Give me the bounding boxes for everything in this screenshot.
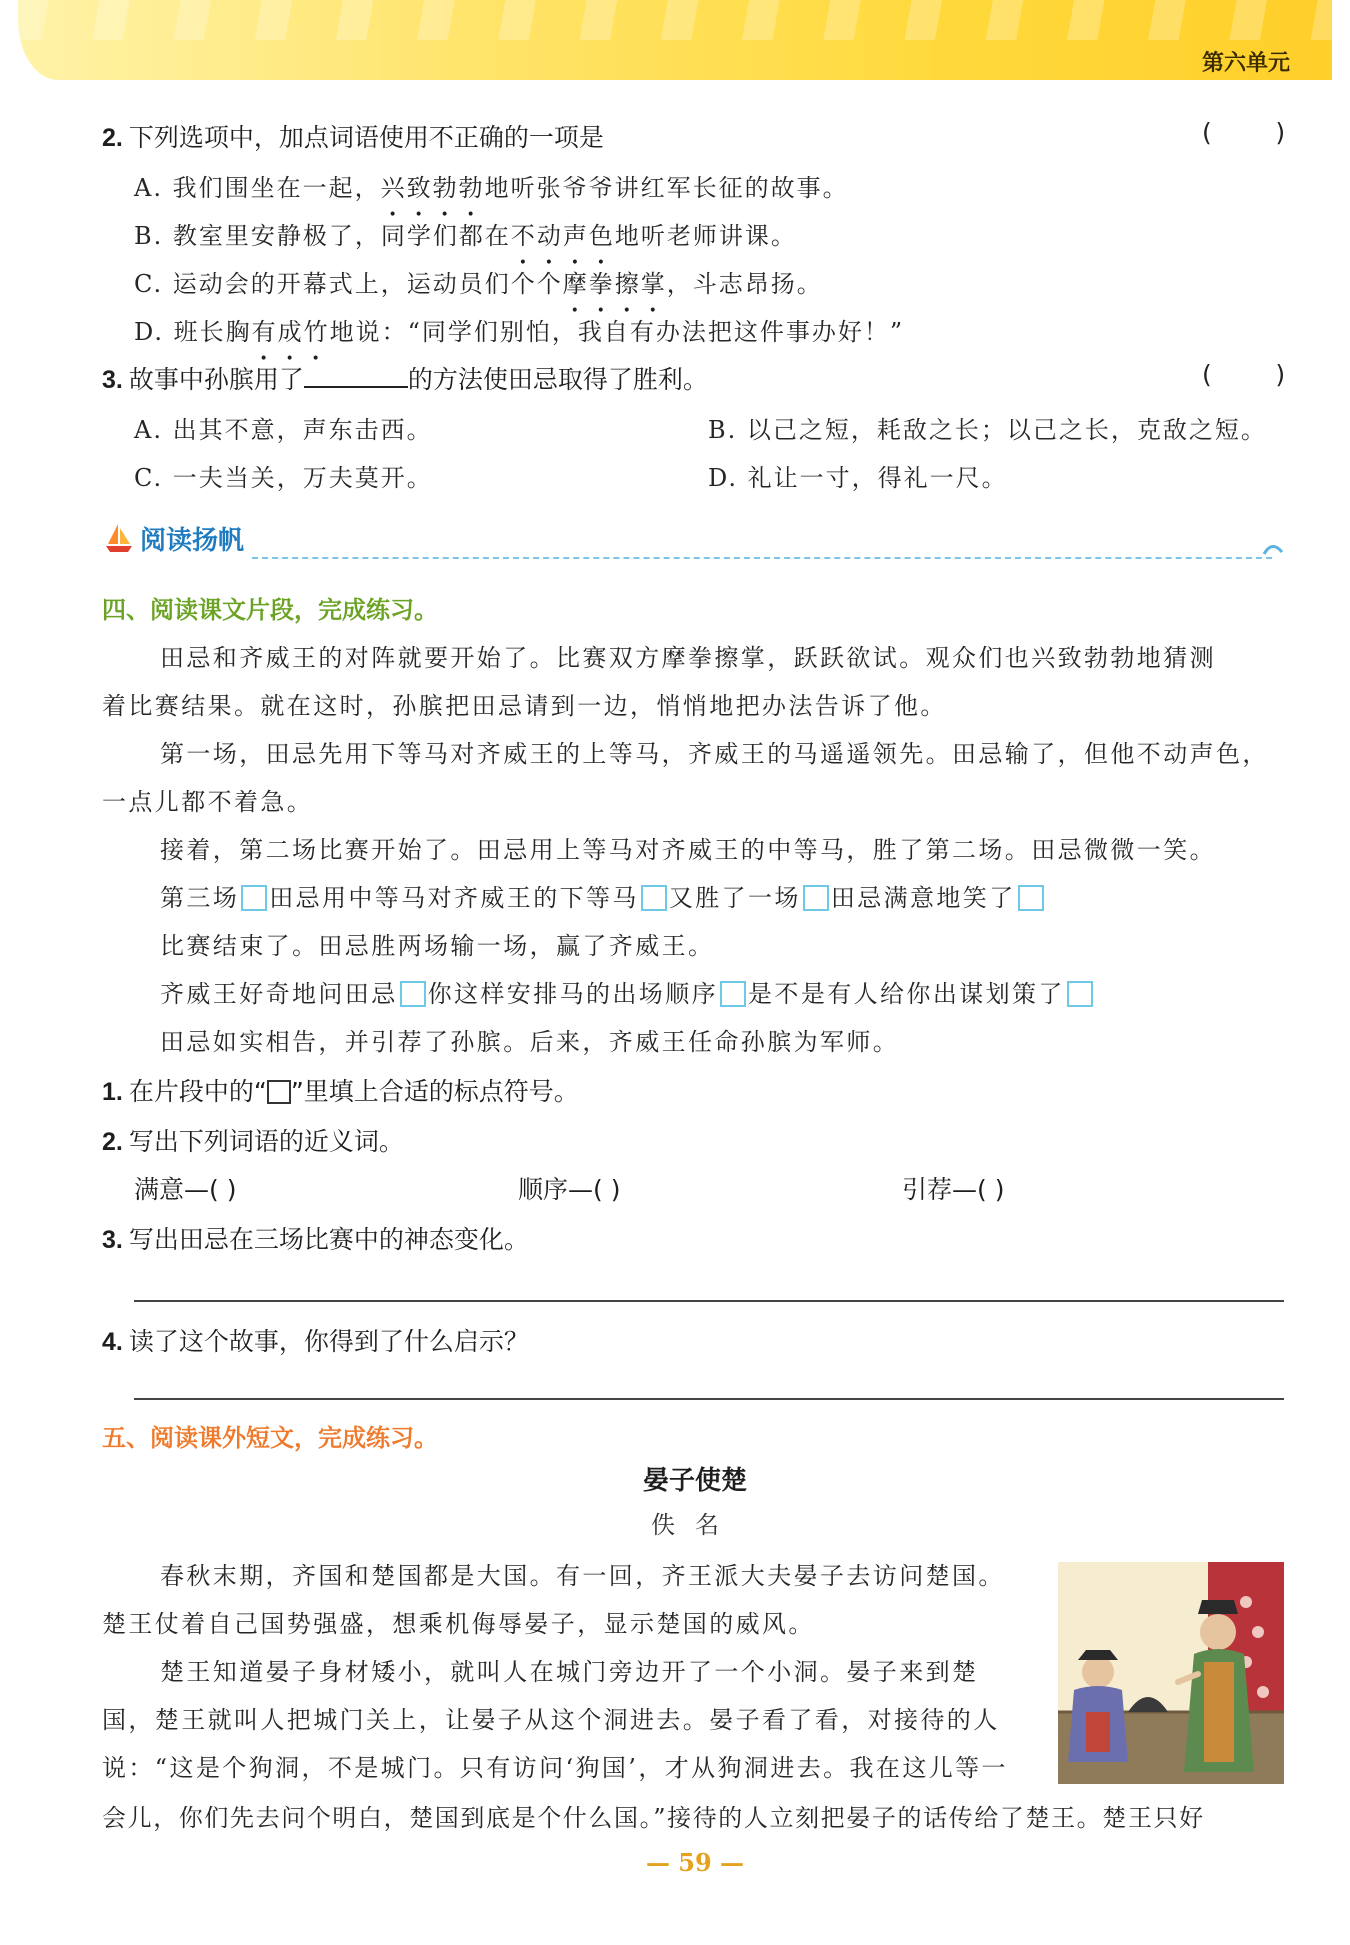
option-b: B. 教室里安静极了，同学们都在不动声色地听老师讲课。 (134, 216, 797, 251)
punctuation-box[interactable] (241, 885, 267, 911)
part4-title: 四、阅读课文片段，完成练习。 (102, 596, 438, 624)
punctuation-box[interactable] (1018, 885, 1044, 911)
emphasis-char: 有 (251, 318, 278, 346)
emphasis-char: 摩 (562, 270, 589, 298)
question-3: 3. 故事中孙膑用了 的方法使田忌取得了胜利。 (102, 365, 708, 394)
part4-question-4: 4. 读了这个故事，你得到了什么启示？ (102, 1327, 529, 1356)
dotted-word (563, 270, 667, 298)
answer-paren: ( ) (1202, 118, 1286, 147)
story-line: 会儿，你们先去问个明白，楚国到底是个什么国。”接待的人立刻把晏子的话传给了楚王。楚王只好 (102, 1804, 1205, 1832)
option-c: C. 一夫当关，万夫莫开。 (134, 464, 433, 492)
page-number: — 59 — (645, 1848, 745, 1877)
story-author: 佚名 (651, 1511, 739, 1539)
option-b: B. 以己之短，耗敌之长；以己之长，克敌之短。 (708, 416, 1267, 444)
option-d: D. 班长胸有成竹地说：“同学们别怕，我自有办法把这件事办好！” (134, 312, 904, 347)
emphasis-char: 掌 (640, 270, 667, 298)
question-stem: 下列选项中，加点词语使用不正确的一项是 (128, 123, 604, 152)
passage-line: 一点儿都不着急。 (102, 788, 314, 816)
story-line: 说：“这是个狗洞，不是城门。只有访问‘狗国’，才从狗洞进去。我在这儿等一 (102, 1754, 1008, 1782)
passage-line: 着比赛结果。就在这时，孙膑把田忌请到一边，悄悄地把办法告诉了他。 (102, 692, 947, 720)
passage-line: 田忌和齐威王的对阵就要开始了。比赛双方摩拳擦掌，跃跃欲试。观众们也兴致勃勃地猜测 (160, 644, 1216, 672)
punctuation-box[interactable] (803, 885, 829, 911)
passage-line: 第一场，田忌先用下等马对齐威王的上等马，齐威王的马遥遥领先。田忌输了，但他不动声色， (160, 740, 1269, 768)
emphasis-char: 勃 (458, 174, 485, 202)
question-number: 2. (102, 124, 123, 152)
part4-question-2: 2. 写出下列词语的近义词。 (102, 1127, 404, 1156)
punctuation-box[interactable] (1067, 981, 1093, 1007)
passage-line-with-blanks: 齐威王好奇地问田忌 你这样安排马的出场顺序 是不是有人给你出谋划策了 (160, 974, 1095, 1009)
emphasis-char: 声 (562, 222, 589, 250)
story-illustration (1058, 1562, 1284, 1784)
emphasis-char: 不 (510, 222, 537, 250)
emphasis-char: 兴 (380, 174, 407, 202)
unit-label: 第六单元 (1201, 51, 1290, 76)
answer-line[interactable] (134, 1398, 1284, 1400)
dotted-word (381, 174, 485, 202)
synonym-2[interactable]: 顺序—( ) (518, 1175, 621, 1204)
passage-line: 比赛结束了。田忌胜两场输一场，赢了齐威王。 (160, 932, 715, 960)
synonym-1[interactable]: 满意—( ) (134, 1175, 237, 1204)
sail-icon (104, 522, 134, 558)
emphasis-char: 色 (588, 222, 615, 250)
story-line: 楚王知道晏子身材矮小，就叫人在城门旁边开了一个小洞。晏子来到楚 (160, 1658, 979, 1686)
emphasis-char: 成 (277, 318, 304, 346)
question-2 (102, 118, 604, 154)
option-d: D. 礼让一寸，得礼一尺。 (708, 464, 1008, 492)
passage-line: 田忌如实相告，并引荐了孙膑。后来，齐威王任命孙膑为军师。 (160, 1028, 900, 1056)
emphasis-char: 动 (536, 222, 563, 250)
emphasis-char: 勃 (432, 174, 459, 202)
reading-section-title: 阅读扬帆 (140, 526, 245, 556)
emphasis-char: 致 (406, 174, 433, 202)
answer-line[interactable] (134, 1300, 1284, 1302)
box-glyph (267, 1080, 291, 1104)
question-number: 3. (102, 366, 123, 394)
punctuation-box[interactable] (400, 981, 426, 1007)
section-divider (252, 557, 1272, 559)
dotted-word (252, 318, 330, 346)
emphasis-char: 竹 (303, 318, 330, 346)
part5-title: 五、阅读课外短文，完成练习。 (102, 1424, 438, 1452)
story-title: 晏子使楚 (642, 1466, 747, 1496)
option-c: C. 运动会的开幕式上，运动员们个个摩拳擦掌，斗志昂扬。 (134, 264, 823, 299)
emphasis-char: 擦 (614, 270, 641, 298)
punctuation-box[interactable] (720, 981, 746, 1007)
synonym-3[interactable]: 引荐—( ) (902, 1175, 1005, 1204)
punctuation-box[interactable] (641, 885, 667, 911)
story-line: 楚王仗着自己国势强盛，想乘机侮辱晏子，显示楚国的威风。 (102, 1610, 815, 1638)
wave-icon (1262, 538, 1284, 562)
story-line: 国，楚王就叫人把城门关上，让晏子从这个洞进去。晏子看了看，对接待的人 (102, 1706, 1000, 1734)
part4-question-1: 1. 在片段中的“ ”里填上合适的标点符号。 (102, 1077, 579, 1106)
passage-line-with-blanks: 第三场 田忌用中等马对齐威王的下等马 又胜了一场 田忌满意地笑了 (160, 878, 1046, 913)
dotted-word (511, 222, 615, 250)
answer-paren: ( ) (1202, 360, 1286, 389)
header-band (18, 0, 1332, 80)
option-a: A. 出其不意，声东击西。 (134, 416, 433, 444)
part4-question-3: 3. 写出田忌在三场比赛中的神态变化。 (102, 1225, 529, 1254)
story-line: 春秋末期，齐国和楚国都是大国。有一回，齐王派大夫晏子去访问楚国。 (160, 1562, 1005, 1590)
emphasis-char: 拳 (588, 270, 615, 298)
option-a: A. 我们围坐在一起，兴致勃勃地听张爷爷讲红军长征的故事。 (134, 168, 849, 203)
passage-line: 接着，第二场比赛开始了。田忌用上等马对齐威王的中等马，胜了第二场。田忌微微一笑。 (160, 836, 1216, 864)
fill-blank[interactable] (304, 364, 408, 388)
